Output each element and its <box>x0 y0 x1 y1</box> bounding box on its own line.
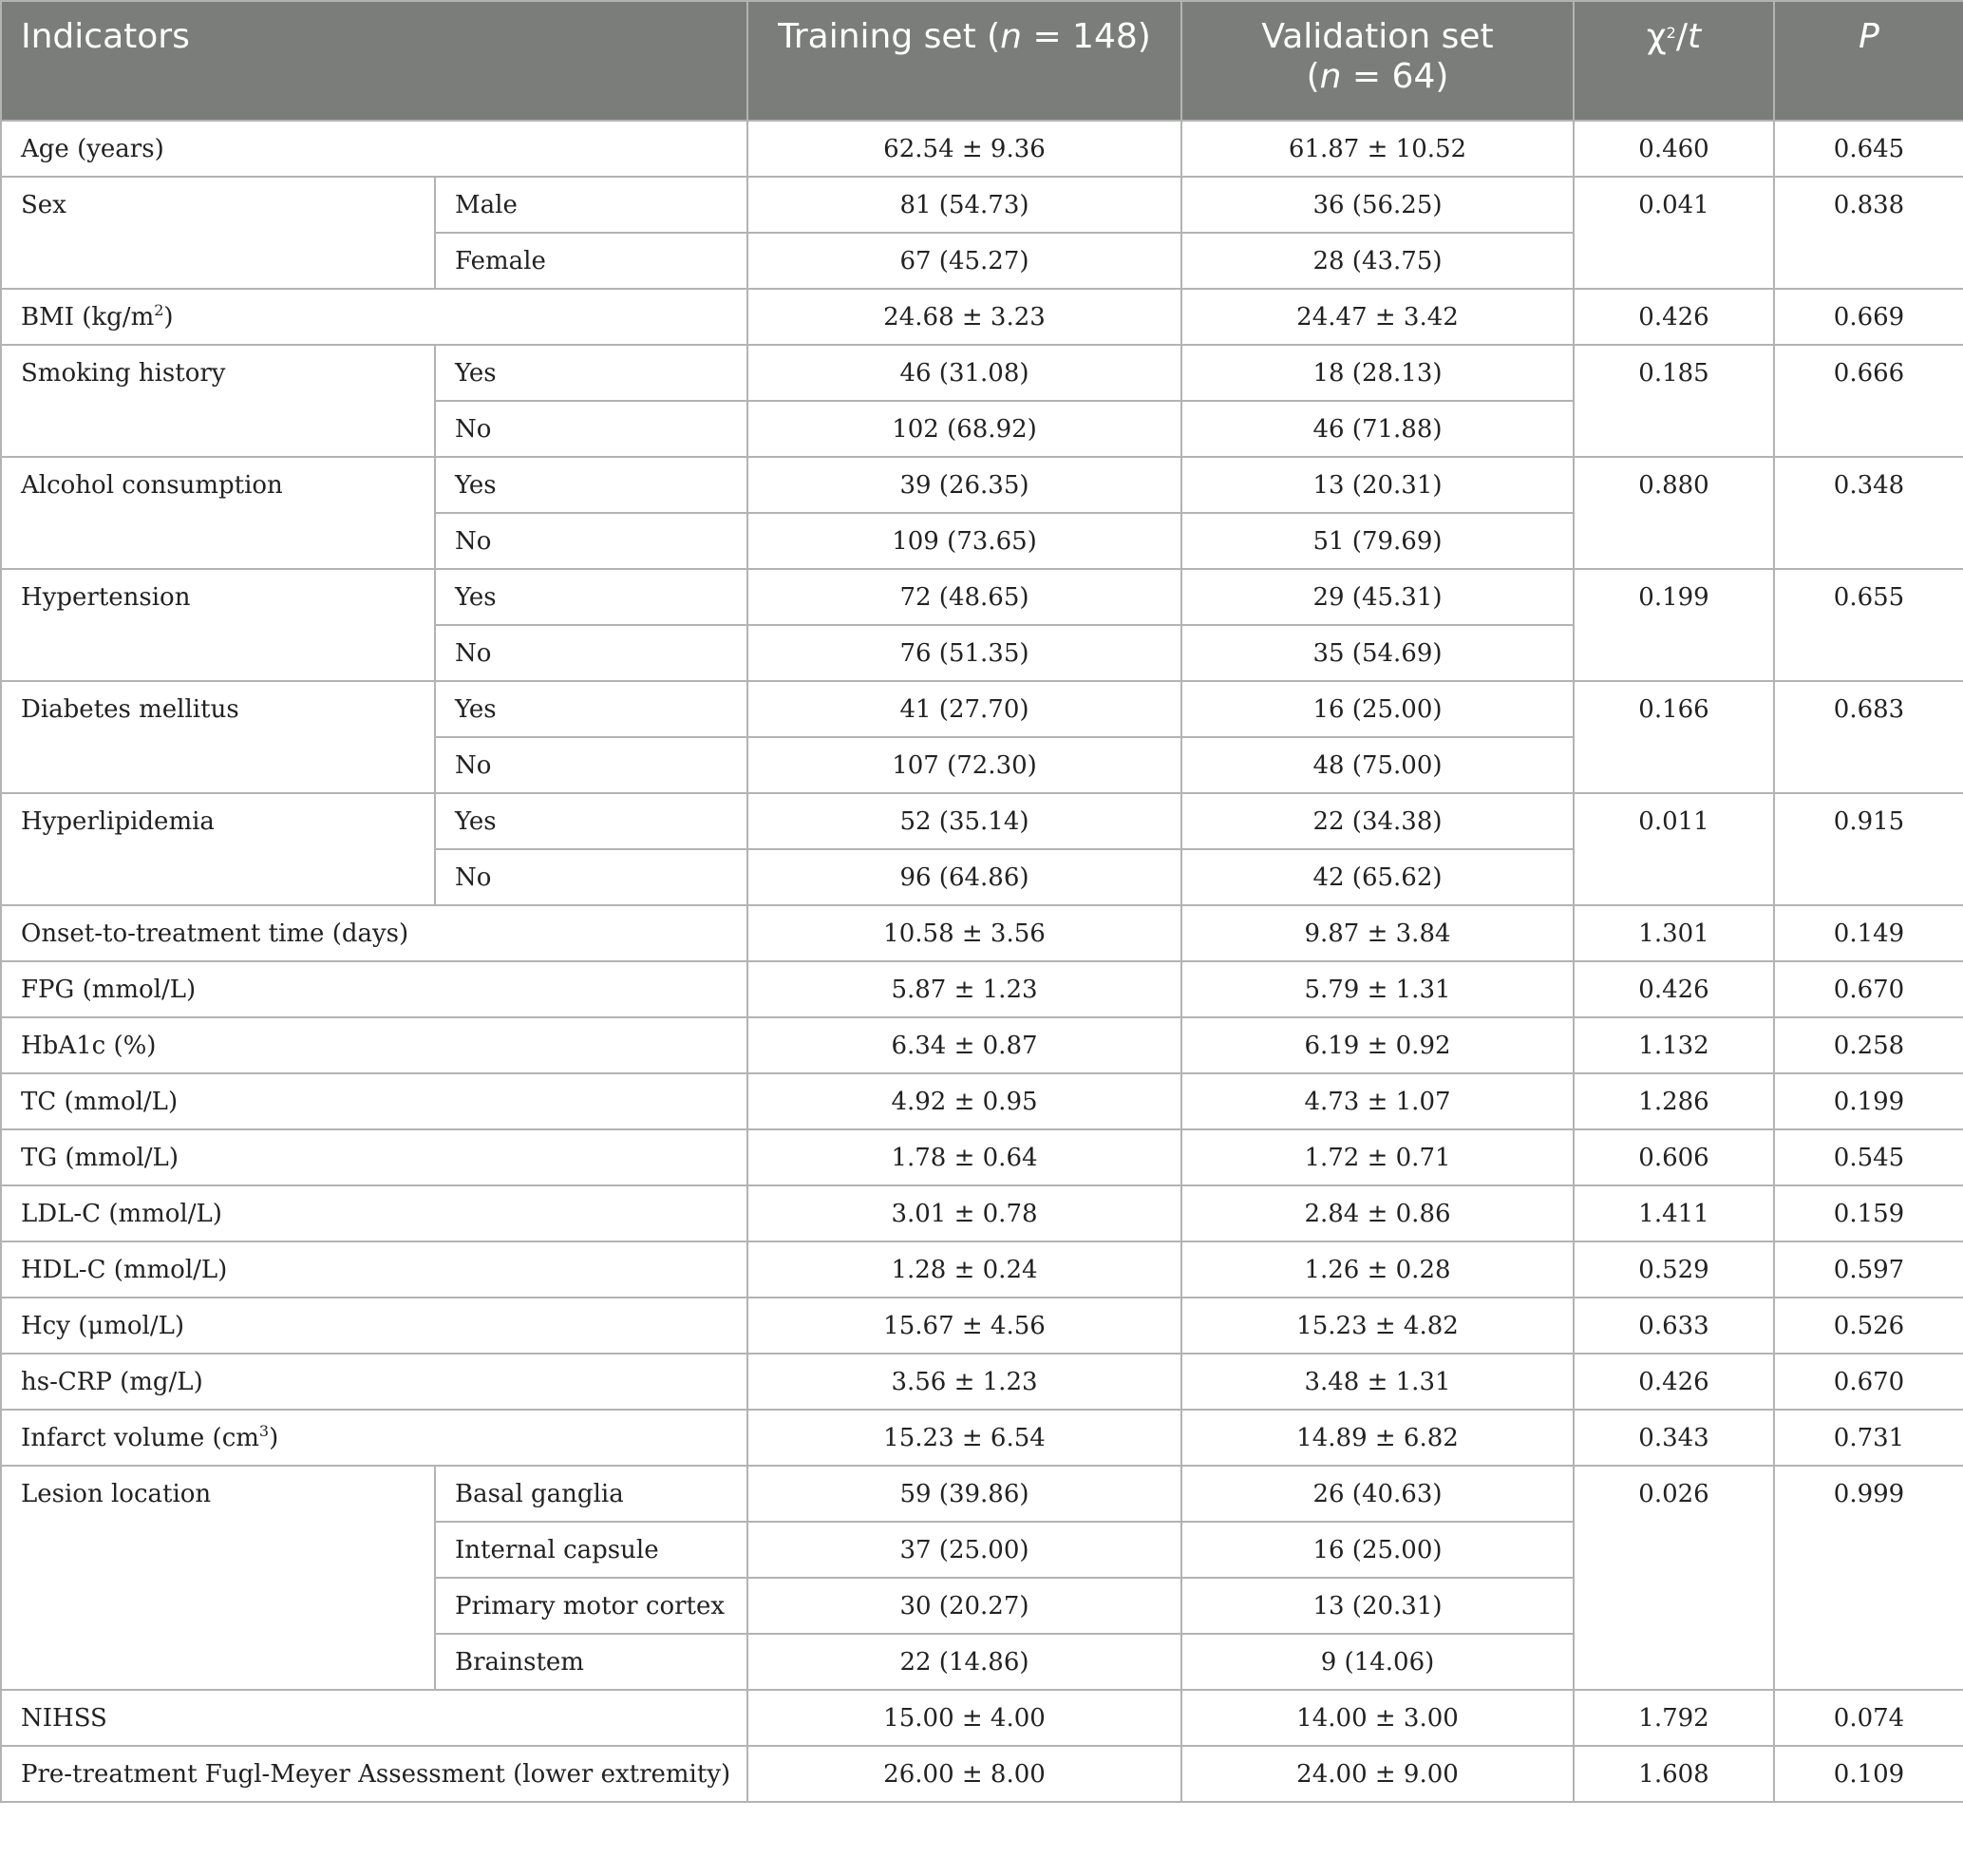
validation-value: 16 (25.00) <box>1181 1522 1574 1578</box>
validation-value: 2.84 ± 0.86 <box>1181 1185 1574 1241</box>
row-label: Infarct volume $(cm^3)$ <box>1 1410 747 1466</box>
p-value: 0.645 <box>1774 121 1963 177</box>
table-row <box>1 1298 1963 1354</box>
row-sublabel: Yes <box>435 457 747 513</box>
row-sublabel: No <box>435 401 747 457</box>
table-row <box>1 793 1963 849</box>
header-indicators: Indicators <box>1 1 747 121</box>
row-sublabel: Yes <box>435 569 747 625</box>
validation-value: 15.23 ± 4.82 <box>1181 1298 1574 1354</box>
p-value: 0.915 <box>1774 793 1963 905</box>
validation-value: 1.26 ± 0.28 <box>1181 1241 1574 1298</box>
table-row <box>1 121 1963 177</box>
header-training-set: Training set (n = 148) <box>747 1 1181 121</box>
table-header-row <box>1 1 1963 121</box>
row-label: Smoking history <box>1 345 435 457</box>
table-row <box>1 1017 1963 1073</box>
validation-value: 29 (45.31) <box>1181 569 1574 625</box>
training-value: 3.56 ± 1.23 <box>747 1354 1181 1410</box>
stat-value: 0.606 <box>1574 1129 1774 1185</box>
stat-value: 0.041 <box>1574 177 1774 289</box>
training-value: 46 (31.08) <box>747 345 1181 401</box>
p-value: 0.348 <box>1774 457 1963 569</box>
p-value: 0.731 <box>1774 1410 1963 1466</box>
training-value: 30 (20.27) <box>747 1578 1181 1634</box>
validation-value: 61.87 ± 10.52 <box>1181 121 1574 177</box>
stat-value: 0.185 <box>1574 345 1774 457</box>
row-label: TG (mmol/L) <box>1 1129 747 1185</box>
training-value: 37 (25.00) <box>747 1522 1181 1578</box>
table-row <box>1 1073 1963 1129</box>
p-value: 0.199 <box>1774 1073 1963 1129</box>
stat-value: 0.529 <box>1574 1241 1774 1298</box>
row-label: Age (years) <box>1 121 747 177</box>
p-value: 0.545 <box>1774 1129 1963 1185</box>
row-label: TC (mmol/L) <box>1 1073 747 1129</box>
validation-value: 26 (40.63) <box>1181 1466 1574 1522</box>
validation-value: 9 (14.06) <box>1181 1634 1574 1690</box>
stat-value: 0.880 <box>1574 457 1774 569</box>
p-value: 0.683 <box>1774 681 1963 793</box>
training-value: 39 (26.35) <box>747 457 1181 513</box>
training-value: 59 (39.86) <box>747 1466 1181 1522</box>
p-value: 0.258 <box>1774 1017 1963 1073</box>
validation-value: 28 (43.75) <box>1181 233 1574 289</box>
p-value: 0.669 <box>1774 289 1963 345</box>
row-sublabel: Female <box>435 233 747 289</box>
validation-value: 16 (25.00) <box>1181 681 1574 737</box>
training-value: 15.00 ± 4.00 <box>747 1690 1181 1746</box>
validation-value: 36 (56.25) <box>1181 177 1574 233</box>
row-label: BMI $(kg/m^2)$ <box>1 289 747 345</box>
row-label: FPG (mmol/L) <box>1 961 747 1017</box>
validation-value: 51 (79.69) <box>1181 513 1574 569</box>
training-value: 96 (64.86) <box>747 849 1181 905</box>
table-row <box>1 1185 1963 1241</box>
p-value: 0.999 <box>1774 1466 1963 1690</box>
p-value: 0.109 <box>1774 1746 1963 1802</box>
row-sublabel: Internal capsule <box>435 1522 747 1578</box>
p-value: 0.526 <box>1774 1298 1963 1354</box>
table-row <box>1 1466 1963 1522</box>
row-label: Hyperlipidemia <box>1 793 435 905</box>
p-value: 0.655 <box>1774 569 1963 681</box>
table-row <box>1 681 1963 737</box>
stat-value: 0.166 <box>1574 681 1774 793</box>
row-sublabel: Primary motor cortex <box>435 1578 747 1634</box>
validation-value: 24.00 ± 9.00 <box>1181 1746 1574 1802</box>
validation-value: 3.48 ± 1.31 <box>1181 1354 1574 1410</box>
validation-value: 6.19 ± 0.92 <box>1181 1017 1574 1073</box>
table-row <box>1 289 1963 345</box>
row-label: Lesion location <box>1 1466 435 1690</box>
row-label: NIHSS <box>1 1690 747 1746</box>
training-value: 72 (48.65) <box>747 569 1181 625</box>
validation-value: 48 (75.00) <box>1181 737 1574 793</box>
training-value: 41 (27.70) <box>747 681 1181 737</box>
p-value: 0.670 <box>1774 961 1963 1017</box>
row-sublabel: Yes <box>435 345 747 401</box>
stat-value: 1.411 <box>1574 1185 1774 1241</box>
stat-value: 1.608 <box>1574 1746 1774 1802</box>
row-label: LDL-C (mmol/L) <box>1 1185 747 1241</box>
row-label: Hcy (μmol/L) <box>1 1298 747 1354</box>
training-value: 67 (45.27) <box>747 233 1181 289</box>
validation-value: 35 (54.69) <box>1181 625 1574 681</box>
p-value: 0.159 <box>1774 1185 1963 1241</box>
table-row <box>1 1410 1963 1466</box>
validation-value: 46 (71.88) <box>1181 401 1574 457</box>
row-label: Pre-treatment Fugl-Meyer Assessment (lower extremity) <box>1 1746 747 1802</box>
row-label: HDL-C (mmol/L) <box>1 1241 747 1298</box>
validation-value: 22 (34.38) <box>1181 793 1574 849</box>
training-value: 4.92 ± 0.95 <box>747 1073 1181 1129</box>
training-value: 1.28 ± 0.24 <box>747 1241 1181 1298</box>
row-label: hs-CRP (mg/L) <box>1 1354 747 1410</box>
stat-value: 1.286 <box>1574 1073 1774 1129</box>
table-row <box>1 1746 1963 1802</box>
p-value: 0.666 <box>1774 345 1963 457</box>
row-sublabel: Yes <box>435 681 747 737</box>
stat-value: 0.199 <box>1574 569 1774 681</box>
table-row <box>1 345 1963 401</box>
row-sublabel: Male <box>435 177 747 233</box>
table-row <box>1 1129 1963 1185</box>
validation-value: 4.73 ± 1.07 <box>1181 1073 1574 1129</box>
table-row <box>1 569 1963 625</box>
table-row <box>1 1690 1963 1746</box>
stat-value: 0.011 <box>1574 793 1774 905</box>
stat-value: 1.132 <box>1574 1017 1774 1073</box>
table-row <box>1 905 1963 961</box>
training-value: 76 (51.35) <box>747 625 1181 681</box>
training-value: 15.23 ± 6.54 <box>747 1410 1181 1466</box>
row-label: Alcohol consumption <box>1 457 435 569</box>
training-value: 22 (14.86) <box>747 1634 1181 1690</box>
training-value: 52 (35.14) <box>747 793 1181 849</box>
p-value: 0.838 <box>1774 177 1963 289</box>
stat-value: 0.426 <box>1574 289 1774 345</box>
validation-value: 5.79 ± 1.31 <box>1181 961 1574 1017</box>
validation-value: 24.47 ± 3.42 <box>1181 289 1574 345</box>
p-value: 0.074 <box>1774 1690 1963 1746</box>
row-sublabel: Brainstem <box>435 1634 747 1690</box>
table-row <box>1 177 1963 233</box>
row-sublabel: No <box>435 625 747 681</box>
p-value: 0.149 <box>1774 905 1963 961</box>
validation-value: 9.87 ± 3.84 <box>1181 905 1574 961</box>
row-label: Onset-to-treatment time (days) <box>1 905 747 961</box>
training-value: 26.00 ± 8.00 <box>747 1746 1181 1802</box>
training-value: 24.68 ± 3.23 <box>747 289 1181 345</box>
validation-value: 14.00 ± 3.00 <box>1181 1690 1574 1746</box>
validation-value: 1.72 ± 0.71 <box>1181 1129 1574 1185</box>
training-value: 107 (72.30) <box>747 737 1181 793</box>
stat-value: 1.792 <box>1574 1690 1774 1746</box>
validation-value: 14.89 ± 6.82 <box>1181 1410 1574 1466</box>
row-sublabel: Yes <box>435 793 747 849</box>
p-value: 0.670 <box>1774 1354 1963 1410</box>
row-label: Hypertension <box>1 569 435 681</box>
table-row <box>1 1241 1963 1298</box>
table-row <box>1 961 1963 1017</box>
training-value: 1.78 ± 0.64 <box>747 1129 1181 1185</box>
stat-value: 0.633 <box>1574 1298 1774 1354</box>
row-label: HbA1c (%) <box>1 1017 747 1073</box>
stat-value: 0.460 <box>1574 121 1774 177</box>
validation-value: 42 (65.62) <box>1181 849 1574 905</box>
validation-value: 13 (20.31) <box>1181 457 1574 513</box>
p-value: 0.597 <box>1774 1241 1963 1298</box>
training-value: 81 (54.73) <box>747 177 1181 233</box>
training-value: 102 (68.92) <box>747 401 1181 457</box>
stat-value: 0.426 <box>1574 961 1774 1017</box>
training-value: 6.34 ± 0.87 <box>747 1017 1181 1073</box>
training-value: 3.01 ± 0.78 <box>747 1185 1181 1241</box>
training-value: 5.87 ± 1.23 <box>747 961 1181 1017</box>
training-value: 10.58 ± 3.56 <box>747 905 1181 961</box>
training-value: 62.54 ± 9.36 <box>747 121 1181 177</box>
row-sublabel: No <box>435 737 747 793</box>
row-sublabel: No <box>435 513 747 569</box>
training-value: 15.67 ± 4.56 <box>747 1298 1181 1354</box>
stat-value: 0.343 <box>1574 1410 1774 1466</box>
header-validation-set: Validation set (n = 64) <box>1181 1 1574 121</box>
stat-value: 1.301 <box>1574 905 1774 961</box>
stat-value: 0.026 <box>1574 1466 1774 1690</box>
header-chi-t: $\chi^2/t$ <box>1574 1 1774 121</box>
row-label: Diabetes mellitus <box>1 681 435 793</box>
table-row <box>1 457 1963 513</box>
training-value: 109 (73.65) <box>747 513 1181 569</box>
row-sublabel: No <box>435 849 747 905</box>
validation-value: 13 (20.31) <box>1181 1578 1574 1634</box>
validation-value: 18 (28.13) <box>1181 345 1574 401</box>
row-label: Sex <box>1 177 435 289</box>
header-p: P <box>1774 1 1963 121</box>
row-sublabel: Basal ganglia <box>435 1466 747 1522</box>
stat-value: 0.426 <box>1574 1354 1774 1410</box>
table-row <box>1 1354 1963 1410</box>
